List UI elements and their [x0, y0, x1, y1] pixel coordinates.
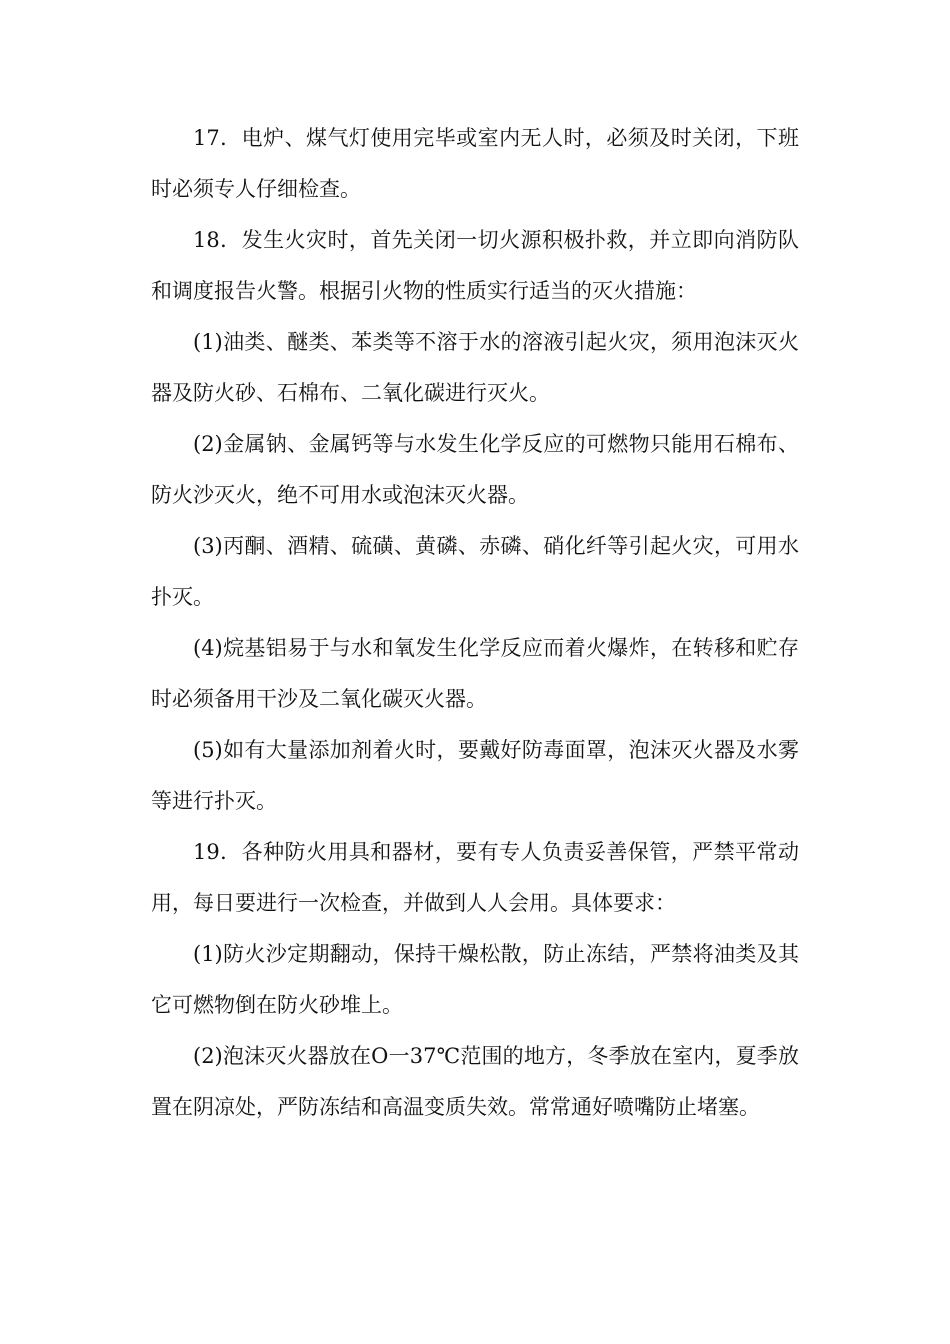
paragraph-18-sub-2: (2)金属钠、金属钙等与水发生化学反应的可燃物只能用石棉布、防火沙灭火，绝不可用水或泡沫灭火器。	[151, 432, 799, 507]
paragraph-18-sub-1: (1)油类、醚类、苯类等不溶于水的溶液引起火灾，须用泡沫灭火器及防火砂、石棉布、二氧化碳进行灭火。	[151, 330, 799, 405]
paragraph-item-19: 19．各种防火用具和器材，要有专人负责妥善保管，严禁平常动用，每日要进行一次检查，并做到人人会用。具体要求：	[151, 840, 799, 915]
document-body	[151, 113, 799, 1133]
paragraph-18-sub-3: (3)丙酮、酒精、硫磺、黄磷、赤磷、硝化纤等引起火灾，可用水扑灭。	[151, 534, 799, 609]
paragraph-19-sub-2: (2)泡沫灭火器放在O一37℃范围的地方，冬季放在室内，夏季放置在阴凉处，严防冻结和高温变质失效。常常通好喷嘴防止堵塞。	[151, 1044, 799, 1119]
paragraph-18-sub-4: (4)烷基铝易于与水和氧发生化学反应而着火爆炸，在转移和贮存时必须备用干沙及二氧化碳灭火器。	[151, 636, 799, 711]
paragraph-item-18: 18．发生火灾时，首先关闭一切火源积极扑救，并立即向消防队和调度报告火警。根据引火物的性质实行适当的灭火措施：	[151, 228, 799, 303]
paragraph-item-17: 17．电炉、煤气灯使用完毕或室内无人时，必须及时关闭，下班时必须专人仔细检查。	[151, 126, 799, 201]
paragraph-19-sub-1: (1)防火沙定期翻动，保持干燥松散，防止冻结，严禁将油类及其它可燃物倒在防火砂堆上。	[151, 942, 799, 1017]
paragraph-18-sub-5: (5)如有大量添加剂着火时，要戴好防毒面罩，泡沫灭火器及水雾等进行扑灭。	[151, 738, 799, 813]
